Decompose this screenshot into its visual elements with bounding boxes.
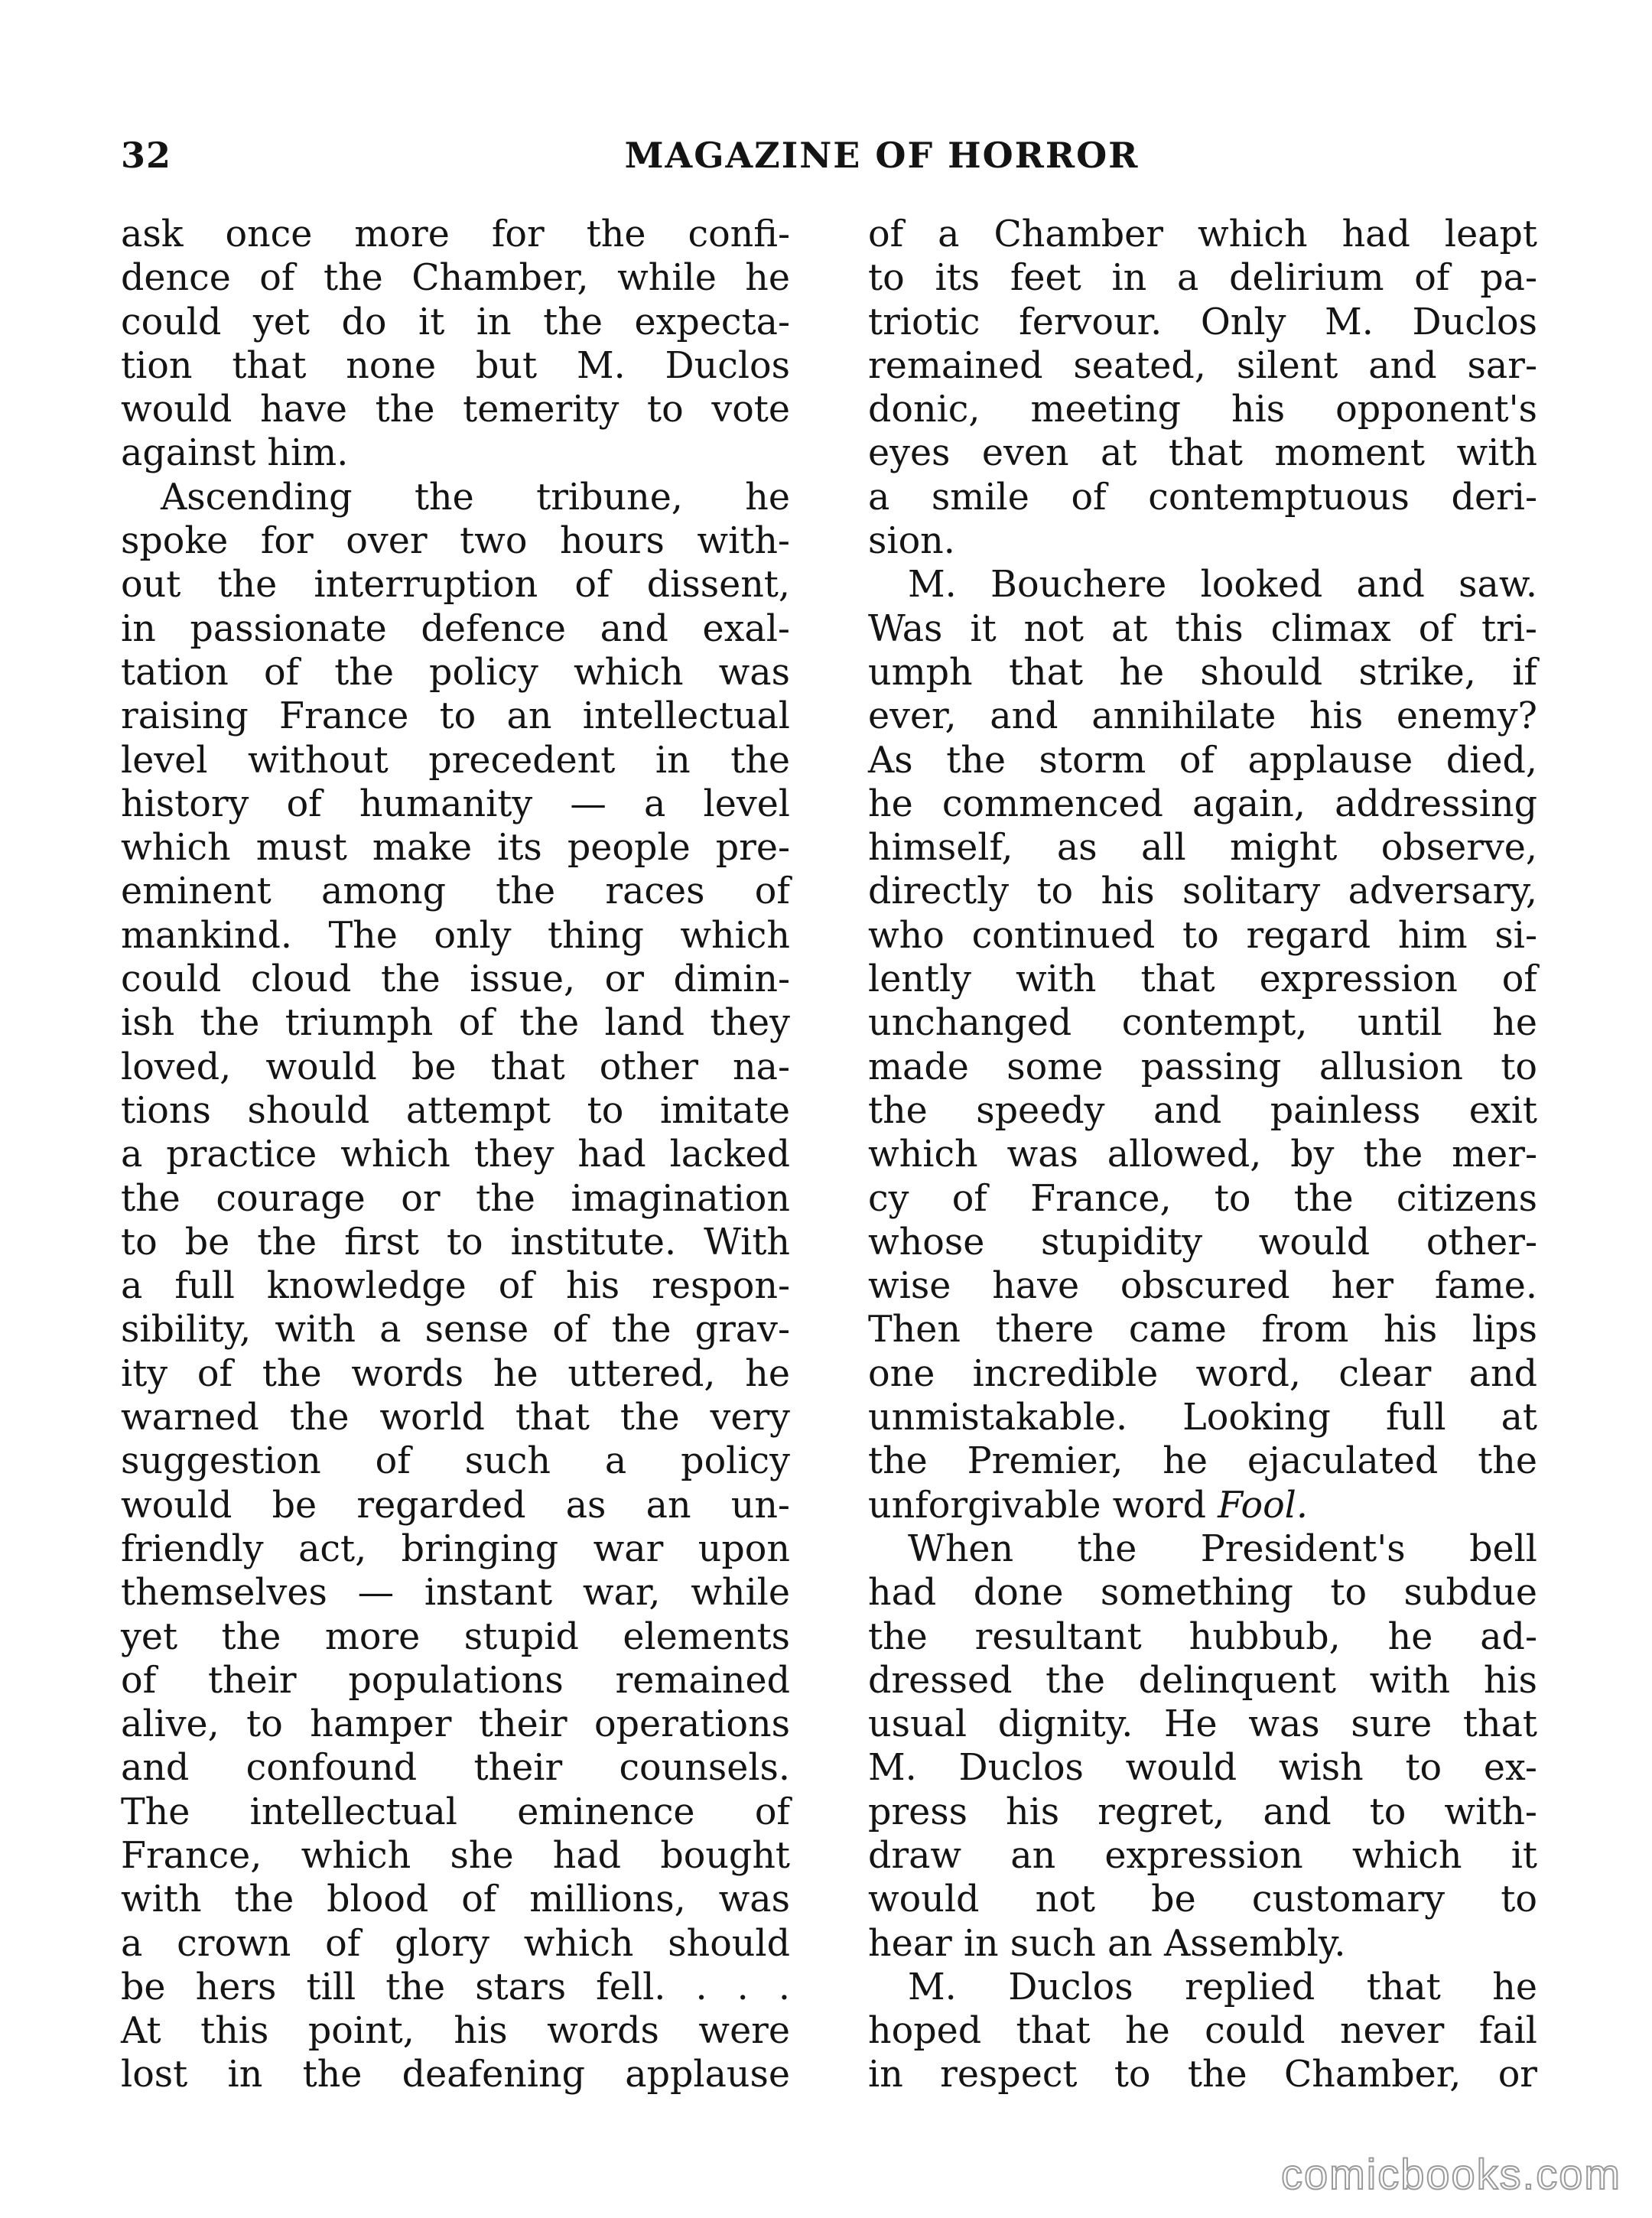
text-line-content: in passionate defence and exal- bbox=[121, 607, 790, 650]
text-line-content: a crown of glory which should bbox=[121, 1922, 790, 1965]
text-line-content: the speedy and painless exit bbox=[868, 1089, 1537, 1132]
text-line-content: tion that none but M. Duclos bbox=[121, 344, 790, 387]
text-line bbox=[121, 958, 790, 1001]
text-line bbox=[121, 344, 790, 388]
text-line-content: triotic fervour. Only M. Duclos bbox=[868, 301, 1537, 343]
text-line-content: who continued to regard him si- bbox=[868, 914, 1537, 957]
text-line bbox=[868, 1177, 1537, 1221]
text-line bbox=[121, 1703, 790, 1746]
text-line-content: wise have obscured her fame. bbox=[868, 1265, 1537, 1308]
text-line bbox=[121, 1878, 790, 1921]
text-line-content: eminent among the races of bbox=[121, 870, 790, 913]
text-line bbox=[121, 607, 790, 651]
text-line-content: eyes even at that moment with bbox=[868, 432, 1537, 475]
text-line bbox=[868, 1834, 1537, 1878]
text-line bbox=[868, 1439, 1537, 1483]
text-line bbox=[121, 1615, 790, 1659]
text-line bbox=[868, 431, 1537, 475]
text-line bbox=[121, 1527, 790, 1571]
text-line bbox=[868, 1352, 1537, 1396]
text-line bbox=[121, 2009, 790, 2053]
text-line bbox=[121, 388, 790, 431]
text-line-content: unchanged contempt, until he bbox=[868, 1002, 1537, 1045]
text-line-content: out the interruption of dissent, bbox=[121, 564, 790, 607]
text-line-content: dressed the delinquent with his bbox=[868, 1659, 1537, 1702]
text-line-content: of their populations remained bbox=[121, 1659, 790, 1702]
text-line bbox=[121, 1352, 790, 1396]
text-line-content: dence of the Chamber, while he bbox=[121, 257, 790, 300]
text-line bbox=[121, 1089, 790, 1133]
text-line-content: hear in such an Assembly. bbox=[868, 1922, 1346, 1965]
text-line-content: would be regarded as an un- bbox=[121, 1484, 790, 1527]
text-line bbox=[121, 1834, 790, 1878]
text-line-content: Was it not at this climax of tri- bbox=[868, 607, 1537, 650]
text-line-content: unforgivable word bbox=[868, 1484, 1218, 1527]
text-line bbox=[868, 344, 1537, 388]
text-line-content: a full knowledge of his respon- bbox=[121, 1265, 790, 1308]
text-line-content: the courage or the imagination bbox=[121, 1177, 790, 1220]
text-line-content: cy of France, to the citizens bbox=[868, 1177, 1537, 1220]
text-line bbox=[121, 519, 790, 563]
text-line bbox=[868, 1571, 1537, 1615]
text-line-content: Then there came from his lips bbox=[868, 1309, 1537, 1351]
text-line bbox=[868, 1746, 1537, 1790]
text-line-content: France, which she had bought bbox=[121, 1834, 790, 1877]
text-line-content: had done something to subdue bbox=[868, 1572, 1537, 1615]
text-line bbox=[868, 782, 1537, 826]
text-line bbox=[868, 651, 1537, 694]
text-line-content: Ascending the tribune, he bbox=[161, 476, 790, 519]
text-line-content: M. Duclos replied that he bbox=[908, 1966, 1537, 2008]
text-line-content: the Premier, he ejaculated the bbox=[868, 1440, 1537, 1483]
text-line bbox=[121, 301, 790, 344]
text-line bbox=[868, 1089, 1537, 1133]
text-line-content: could yet do it in the expecta- bbox=[121, 301, 790, 343]
text-line bbox=[868, 2009, 1537, 2053]
text-line-content: raising France to an intellectual bbox=[121, 695, 790, 738]
text-line bbox=[868, 1484, 1537, 1527]
text-line bbox=[868, 958, 1537, 1001]
text-line bbox=[868, 826, 1537, 870]
text-line-content: sion. bbox=[868, 520, 955, 563]
text-line bbox=[868, 1659, 1537, 1703]
text-line bbox=[121, 431, 790, 475]
text-line-content: loved, would be that other na- bbox=[121, 1046, 790, 1088]
text-line bbox=[868, 2053, 1537, 2096]
text-line bbox=[868, 739, 1537, 782]
italic-word: Fool. bbox=[1218, 1484, 1308, 1527]
text-line bbox=[121, 563, 790, 607]
text-line-content: would not be customary to bbox=[868, 1878, 1537, 1921]
text-line-content: would have the temerity to vote bbox=[121, 389, 790, 431]
text-line bbox=[121, 1571, 790, 1615]
text-line-content: himself, as all might observe, bbox=[868, 827, 1537, 870]
text-line-content: When the President's bell bbox=[908, 1527, 1537, 1570]
text-line-content: lently with that expression of bbox=[868, 958, 1537, 1001]
page-header bbox=[121, 135, 1551, 188]
text-line bbox=[121, 782, 790, 826]
text-line bbox=[121, 476, 790, 519]
text-line-content: remained seated, silent and sar- bbox=[868, 344, 1537, 387]
text-line-content: history of humanity — a level bbox=[121, 782, 790, 825]
text-line-content: spoke for over two hours with- bbox=[121, 520, 790, 563]
text-line-content: one incredible word, clear and bbox=[868, 1352, 1537, 1395]
text-line bbox=[121, 826, 790, 870]
right-text-column bbox=[868, 213, 1537, 2097]
text-line-content: friendly act, bringing war upon bbox=[121, 1527, 790, 1570]
text-line bbox=[868, 1221, 1537, 1264]
text-line bbox=[868, 256, 1537, 300]
text-line-content: M. Bouchere looked and saw. bbox=[908, 564, 1537, 607]
text-line bbox=[868, 1046, 1537, 1089]
text-line-content: press his regret, and to with- bbox=[868, 1790, 1537, 1833]
text-line bbox=[868, 1615, 1537, 1659]
text-line-content: which was allowed, by the mer- bbox=[868, 1133, 1537, 1176]
text-line bbox=[121, 1746, 790, 1790]
text-line bbox=[121, 2053, 790, 2096]
text-line bbox=[868, 1396, 1537, 1439]
text-line bbox=[121, 1177, 790, 1221]
text-line-content: a smile of contemptuous deri- bbox=[868, 476, 1537, 519]
text-line-content: to be the first to institute. With bbox=[121, 1221, 790, 1263]
text-line bbox=[121, 213, 790, 256]
text-line bbox=[121, 1439, 790, 1483]
text-line bbox=[868, 563, 1537, 607]
site-watermark: comicbooks.com bbox=[1280, 2150, 1621, 2198]
text-line bbox=[868, 1308, 1537, 1351]
text-line-content: suggestion of such a policy bbox=[121, 1440, 790, 1483]
text-line bbox=[121, 1966, 790, 2009]
text-line bbox=[121, 1790, 790, 1834]
left-text-column bbox=[121, 213, 790, 2097]
text-line bbox=[121, 1308, 790, 1351]
text-line bbox=[868, 607, 1537, 651]
text-line bbox=[868, 1133, 1537, 1176]
text-line bbox=[868, 476, 1537, 519]
text-line bbox=[121, 1396, 790, 1439]
running-head: MAGAZINE OF HORROR bbox=[624, 135, 1140, 176]
text-line-content: As the storm of applause died, bbox=[868, 739, 1537, 782]
text-line bbox=[121, 1922, 790, 1966]
text-line-content: tation of the policy which was bbox=[121, 651, 790, 694]
text-line-content: made some passing allusion to bbox=[868, 1046, 1537, 1088]
text-line bbox=[868, 694, 1537, 738]
text-line bbox=[868, 1001, 1537, 1045]
text-line bbox=[121, 1221, 790, 1264]
text-line bbox=[868, 519, 1537, 563]
text-line bbox=[121, 651, 790, 694]
text-line-content: themselves — instant war, while bbox=[121, 1572, 790, 1615]
text-line-content: M. Duclos would wish to ex- bbox=[868, 1747, 1537, 1790]
text-line bbox=[868, 1790, 1537, 1834]
text-line-content: whose stupidity would other- bbox=[868, 1221, 1537, 1263]
text-line-content: lost in the deafening applause bbox=[121, 2054, 790, 2096]
text-line-content: yet the more stupid elements bbox=[121, 1615, 790, 1658]
text-line-content: be hers till the stars fell. . . . bbox=[121, 1966, 790, 2008]
text-line bbox=[121, 1001, 790, 1045]
text-line bbox=[121, 1264, 790, 1308]
text-line-content: mankind. The only thing which bbox=[121, 914, 790, 957]
text-line-content: which must make its people pre- bbox=[121, 827, 790, 870]
page-number: 32 bbox=[121, 135, 172, 176]
text-line-content: ish the triumph of the land they bbox=[121, 1002, 790, 1045]
text-line bbox=[868, 914, 1537, 958]
text-line bbox=[121, 739, 790, 782]
text-line bbox=[868, 1922, 1537, 1966]
text-line-content: could cloud the issue, or dimin- bbox=[121, 958, 790, 1001]
text-line-content: in respect to the Chamber, or bbox=[868, 2054, 1537, 2096]
text-line-content: warned the world that the very bbox=[121, 1397, 790, 1439]
text-line-content: directly to his solitary adversary, bbox=[868, 870, 1537, 913]
text-line bbox=[868, 1966, 1537, 2009]
text-line bbox=[868, 1878, 1537, 1921]
text-line-content: sibility, with a sense of the grav- bbox=[121, 1309, 790, 1351]
text-line bbox=[121, 1133, 790, 1176]
text-line-content: draw an expression which it bbox=[868, 1834, 1537, 1877]
text-line-content: the resultant hubbub, he ad- bbox=[868, 1615, 1537, 1658]
text-line-content: At this point, his words were bbox=[121, 2010, 790, 2053]
text-line-content: umph that he should strike, if bbox=[868, 651, 1537, 694]
text-line bbox=[121, 256, 790, 300]
text-line bbox=[121, 1484, 790, 1527]
text-line-content: ask once more for the confi- bbox=[121, 213, 790, 255]
text-line-content: ever, and annihilate his enemy? bbox=[868, 695, 1537, 738]
text-line-content: a practice which they had lacked bbox=[121, 1133, 790, 1176]
text-line bbox=[121, 914, 790, 958]
text-line-content: he commenced again, addressing bbox=[868, 782, 1537, 825]
text-line bbox=[868, 870, 1537, 913]
text-line-content: alive, to hamper their operations bbox=[121, 1703, 790, 1746]
text-line-content: and confound their counsels. bbox=[121, 1747, 790, 1790]
text-line bbox=[868, 1527, 1537, 1571]
text-line-content: The intellectual eminence of bbox=[121, 1790, 790, 1833]
text-line bbox=[121, 870, 790, 913]
text-line-content: donic, meeting his opponent's bbox=[868, 389, 1537, 431]
text-line bbox=[121, 1659, 790, 1703]
text-line-content: unmistakable. Looking full at bbox=[868, 1397, 1537, 1439]
text-line bbox=[868, 1703, 1537, 1746]
text-line-content: ity of the words he uttered, he bbox=[121, 1352, 790, 1395]
text-line-content: usual dignity. He was sure that bbox=[868, 1703, 1537, 1746]
text-line-content: to its feet in a delirium of pa- bbox=[868, 257, 1537, 300]
text-line bbox=[868, 388, 1537, 431]
text-line-content: of a Chamber which had leapt bbox=[868, 213, 1537, 255]
text-line-content: level without precedent in the bbox=[121, 739, 790, 782]
text-line bbox=[121, 1046, 790, 1089]
text-line bbox=[868, 1264, 1537, 1308]
text-line-content: with the blood of millions, was bbox=[121, 1878, 790, 1921]
text-line-content: hoped that he could never fail bbox=[868, 2010, 1537, 2053]
text-line-content: against him. bbox=[121, 432, 349, 475]
text-line bbox=[868, 213, 1537, 256]
text-line bbox=[868, 301, 1537, 344]
text-line bbox=[121, 694, 790, 738]
text-line-content: tions should attempt to imitate bbox=[121, 1089, 790, 1132]
